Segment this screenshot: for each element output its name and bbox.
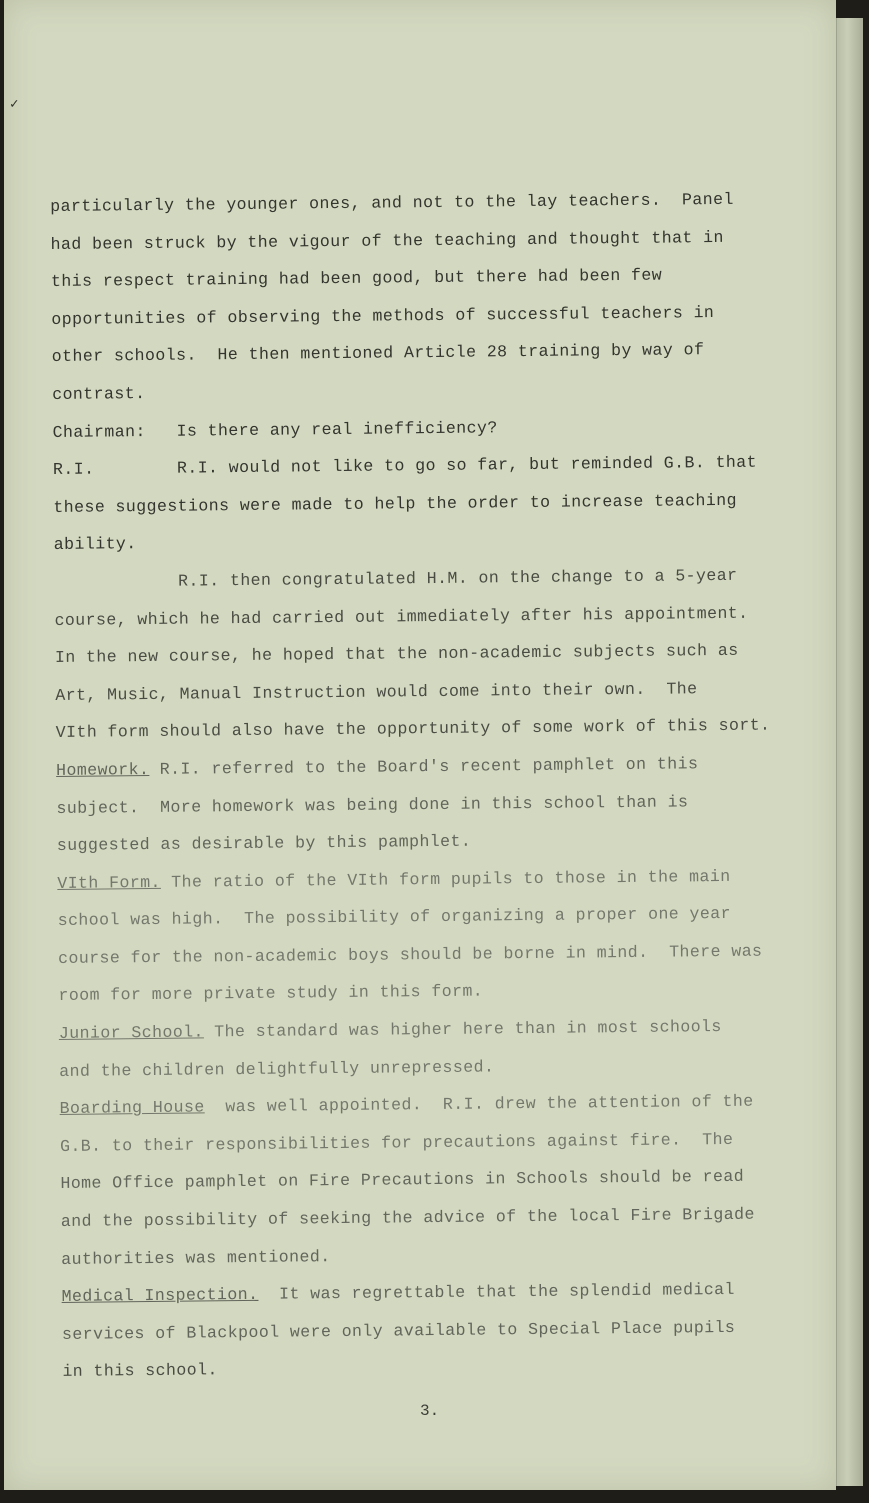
text-line: course for the non-academic boys should be borne in mind. There was (57, 941, 763, 968)
text-line: The ratio of the VIth form pupils to those in the main (160, 866, 731, 892)
text-line: VIth form should also have the opportunity of some work of this sort. (55, 715, 771, 743)
text-line: room for more private study in this form. (58, 981, 484, 1006)
text-line: services of Blackpool were only available to Special Place pupils (61, 1317, 736, 1344)
text-line: and the possibility of seeking the advice of the local Fire Brigade (60, 1204, 755, 1231)
typed-text-body (50, 180, 853, 1391)
text-line: suggested as desirable by this pamphlet. (56, 831, 472, 856)
heading-boarding-house: Boarding House (59, 1097, 205, 1119)
text-line: Home Office pamphlet on Fire Precautions in Schools should be read (60, 1167, 745, 1194)
text-line: course, which he had carried out immediately after his appointment. (54, 603, 749, 630)
heading-medical-inspection: Medical Inspection. (61, 1285, 259, 1307)
text-line: Art, Music, Manual Instruction would come into their own. The (55, 678, 698, 705)
heading-junior-school: Junior School. (58, 1022, 204, 1044)
text-line: G.B. to their responsibilities for precautions against fire. The (59, 1129, 734, 1156)
text-line: In the new course, he hoped that the non-academic subjects such as (54, 640, 739, 668)
text-line: R.I. then congratulated H.M. on the change to a 5-year (178, 565, 738, 591)
text-line: The standard was higher here than in most schools (203, 1017, 722, 1042)
heading-homework: Homework. (55, 759, 150, 780)
text-line: other schools. He then mentioned Article 28 training by way of (51, 340, 705, 367)
text-line: Is there any real inefficiency? (176, 417, 498, 441)
text-line: R.I. would not like to go so far, but reminded G.B. that (176, 452, 758, 478)
text-line: It was regrettable that the splendid medical (258, 1280, 735, 1305)
text-line: R.I. referred to the Board's recent pamphlet on this (149, 754, 699, 779)
text-line: particularly the younger ones, and not to the lay teachers. Panel (50, 189, 734, 216)
text-line: subject. More homework was being done in this school than is (56, 791, 689, 818)
text-line: had been struck by the vigour of the teaching and thought that in (50, 227, 724, 254)
text-line: opportunities of observing the methods of successful teachers in (51, 302, 715, 329)
text-line: this respect training had been good, but there had been few (50, 265, 663, 292)
text-line: contrast. (52, 383, 146, 404)
text-line: these suggestions were made to help the order to increase teaching (53, 490, 738, 517)
heading-vith-form: VIth Form. (57, 872, 161, 893)
speaker-chairman: Chairman: (52, 421, 146, 442)
text-line: ability. (53, 534, 137, 555)
speaker-ri: R.I. (52, 459, 95, 480)
page-number: 3. (420, 1402, 440, 1420)
text-line: was well appointed. R.I. drew the attention of the (204, 1091, 754, 1117)
text-line: authorities was mentioned. (61, 1246, 331, 1269)
text-line: school was high. The possibility of organizing a proper one year (57, 904, 732, 931)
text-line: and the children delightfully unrepressed. (59, 1057, 495, 1081)
text-line: in this school. (62, 1360, 218, 1382)
binder-mark-icon: ✓ (10, 97, 19, 113)
